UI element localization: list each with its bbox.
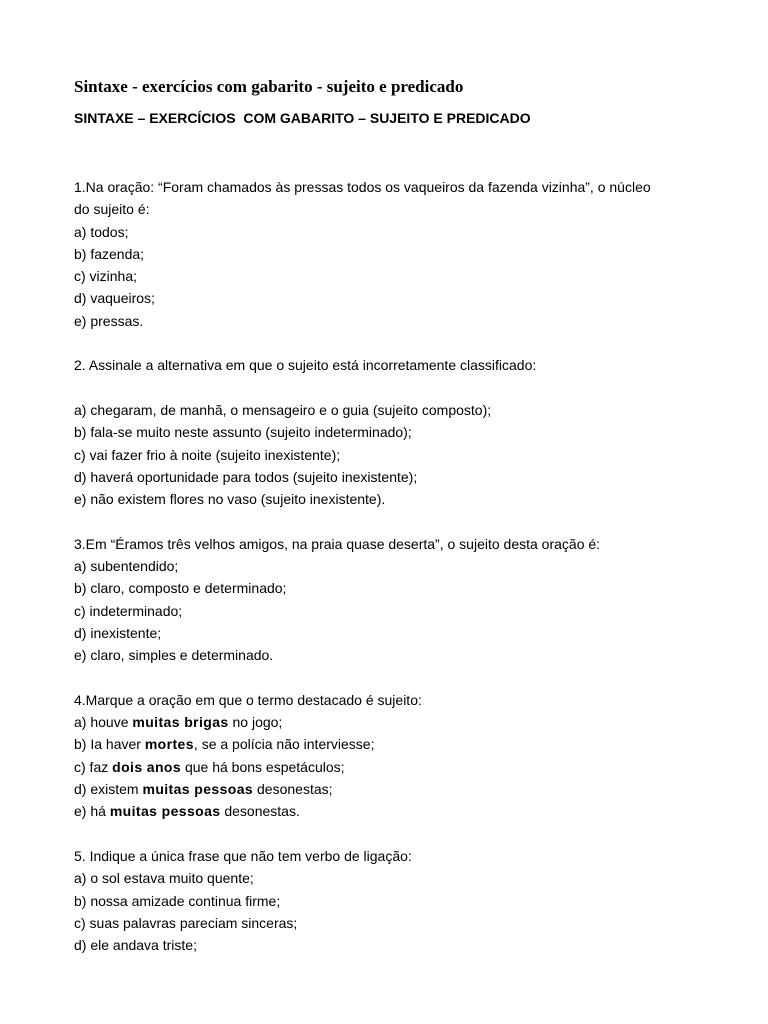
option-text: , se a polícia não interviesse;: [193, 736, 375, 753]
paragraph-spacer: [74, 823, 734, 845]
question-2-option-c: c) vai fazer frio à noite (sujeito inexistente);: [74, 446, 341, 463]
exercise-list: [74, 176, 734, 956]
question-4-stem-line-1: 4.Marque a oração em que o termo destacado é sujeito:: [74, 691, 422, 708]
question-2-option-b: b) fala-se muito neste assunto (sujeito indeterminado);: [74, 424, 412, 441]
question-3-stem-line-1: 3.Em “Éramos três velhos amigos, na praia quase deserta”, o sujeito desta oração é:: [74, 535, 601, 552]
option-text: b) Ia haver: [74, 736, 145, 753]
question-3-option-b: b) claro, composto e determinado;: [74, 580, 287, 597]
paragraph-spacer: [74, 332, 734, 354]
question-2-stem-line-1: 2. Assinale a alternativa em que o sujeito está incorretamente classificado:: [74, 357, 537, 374]
question-5-option-b: b) nossa amizade continua firme;: [74, 892, 281, 909]
question-2-option-a: a) chegaram, de manhã, o mensageiro e o guia (sujeito composto);: [74, 401, 492, 418]
paragraph-spacer: [74, 667, 734, 689]
question-1-option-d: d) vaqueiros;: [74, 290, 155, 307]
question-5-stem-line-1: 5. Indique a única frase que não tem verbo de ligação:: [74, 847, 412, 864]
question-2: [74, 354, 734, 510]
question-3-option-e: e) claro, simples e determinado.: [74, 647, 274, 664]
question-4-option-a: [74, 711, 734, 733]
question-2-option-d: d) haverá oportunidade para todos (sujeito inexistente);: [74, 468, 418, 485]
question-5-option-c: c) suas palavras pareciam sinceras;: [74, 914, 298, 931]
highlighted-term: muitas brigas: [132, 714, 229, 731]
question-3: [74, 533, 734, 667]
question-1-option-b: b) fazenda;: [74, 245, 145, 262]
question-3-option-a: a) subentendido;: [74, 558, 179, 575]
question-4-option-c: [74, 756, 734, 778]
highlighted-term: muitas pessoas: [142, 781, 254, 798]
question-1-option-c: c) vizinha;: [74, 268, 138, 285]
question-1-stem-line-1: 1.Na oração: “Foram chamados às pressas todos os vaqueiros da fazenda vizinha”, o núcleo: [74, 179, 651, 195]
question-5-option-d: d) ele andava triste;: [74, 937, 197, 954]
question-1-option-e: e) pressas.: [74, 312, 144, 329]
question-4-option-d: [74, 778, 734, 800]
option-text: e) há: [74, 803, 110, 820]
question-4: [74, 689, 734, 823]
question-4-option-b: [74, 733, 734, 755]
option-text: desonestas.: [220, 803, 300, 820]
paragraph-spacer: [74, 510, 734, 532]
question-1-stem-line-2: do sujeito é:: [74, 201, 150, 218]
question-1: [74, 176, 734, 332]
document-title: Sintaxe - exercícios com gabarito - sujeito e predicado: [74, 77, 464, 96]
highlighted-term: dois anos: [112, 758, 182, 775]
option-text: desonestas;: [253, 781, 333, 798]
option-text: c) faz: [74, 758, 113, 775]
question-5: [74, 845, 734, 956]
question-3-option-d: d) inexistente;: [74, 624, 162, 641]
document-heading: SINTAXE – EXERCÍCIOS COM GABARITO – SUJEITO E PREDICADO: [74, 110, 531, 126]
question-1-option-a: a) todos;: [74, 223, 129, 240]
option-text: a) houve: [74, 714, 133, 731]
paragraph-spacer: [74, 377, 734, 399]
option-text: que há bons espetáculos;: [181, 758, 345, 775]
option-text: d) existem: [74, 781, 143, 798]
question-4-option-e: [74, 800, 734, 822]
question-3-option-c: c) indeterminado;: [74, 602, 183, 619]
question-2-option-e: e) não existem flores no vaso (sujeito inexistente).: [74, 491, 386, 508]
question-5-option-a: a) o sol estava muito quente;: [74, 870, 254, 887]
option-text: no jogo;: [228, 714, 283, 731]
highlighted-term: mortes: [144, 736, 194, 753]
highlighted-term: muitas pessoas: [109, 803, 221, 820]
